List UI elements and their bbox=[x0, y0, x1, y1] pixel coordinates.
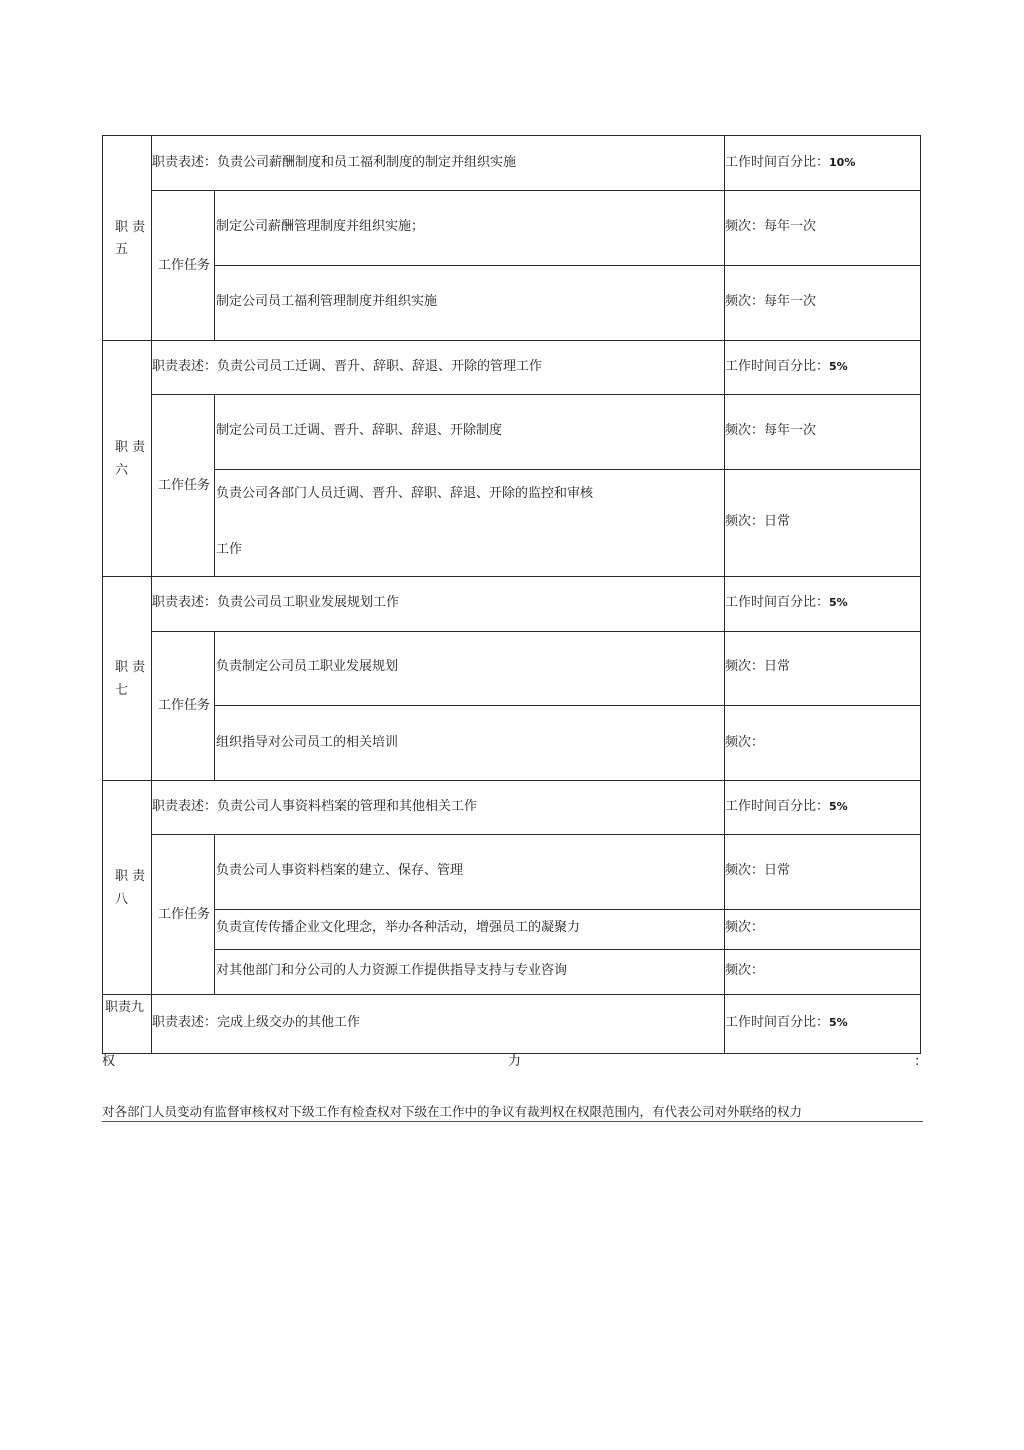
duty-6-task-2-cont: 工作 bbox=[216, 542, 243, 557]
authority-title-mid: 力 bbox=[508, 1054, 522, 1069]
duty-6-task-1-freq: 频次：每年一次 bbox=[725, 423, 817, 438]
duty-5-task-label: 工作任务 bbox=[158, 258, 211, 273]
authority-title-right: : bbox=[915, 1054, 920, 1069]
duty-8-label-top: 职 责 bbox=[115, 869, 146, 884]
duty-7-task-label: 工作任务 bbox=[158, 698, 211, 713]
authority-title-left: 权 bbox=[102, 1054, 116, 1069]
duty-7-task-1: 负责制定公司员工职业发展规划 bbox=[216, 659, 399, 674]
duty-6-task-2: 负责公司各部门人员迁调、晋升、辞职、辞退、开除的监控和审核 bbox=[216, 486, 594, 501]
duty-5-task-2-freq: 频次：每年一次 bbox=[725, 294, 817, 309]
duty-7-task-2: 组织指导对公司员工的相关培训 bbox=[216, 735, 399, 750]
duty-5-task-1: 制定公司薪酬管理制度并组织实施； bbox=[216, 219, 425, 234]
authority-text: 对各部门人员变动有监督审核权对下级工作有检查权对下级在工作中的争议有裁判权在权限范围内，有代表公司对外联络的权力 bbox=[102, 1104, 803, 1119]
duty-7-statement: 职责表述：负责公司员工职业发展规划工作 bbox=[152, 595, 400, 610]
duty-8-task-label: 工作任务 bbox=[158, 907, 211, 922]
duty-7-task-1-freq: 频次：日常 bbox=[725, 659, 791, 674]
duty-8-task-2-freq: 频次： bbox=[725, 920, 765, 935]
duty-8-task-3-freq: 频次： bbox=[725, 963, 765, 978]
duty-5-task-1-freq: 频次：每年一次 bbox=[725, 219, 817, 234]
duty-9-statement: 职责表述：完成上级交办的其他工作 bbox=[152, 1015, 361, 1030]
duty-9-label: 职责九 bbox=[105, 1000, 145, 1015]
duty-8-task-2: 负责宣传传播企业文化理念，举办各种活动，增强员工的凝聚力 bbox=[216, 920, 581, 935]
duty-6-statement: 职责表述：负责公司员工迁调、晋升、辞职、辞退、开除的管理工作 bbox=[152, 359, 543, 374]
duty-7-task-2-freq: 频次： bbox=[725, 735, 765, 750]
duty-9-time: 工作时间百分比：5% bbox=[725, 1015, 848, 1030]
duty-5-statement: 职责表述：负责公司薪酬制度和员工福利制度的制定并组织实施 bbox=[152, 155, 517, 170]
duty-6-task-2-freq: 频次：日常 bbox=[725, 514, 791, 529]
duty-8-task-3: 对其他部门和分公司的人力资源工作提供指导支持与专业咨询 bbox=[216, 963, 568, 978]
duty-6-label-top: 职 责 bbox=[115, 440, 146, 455]
duty-5-label-bottom: 五 bbox=[115, 242, 129, 257]
duty-7-time: 工作时间百分比：5% bbox=[725, 595, 848, 610]
duty-7-label-bottom: 七 bbox=[115, 683, 129, 698]
duty-7-label-top: 职 责 bbox=[115, 660, 146, 675]
duty-5-time: 工作时间百分比：10% bbox=[725, 155, 856, 170]
duty-8-label-bottom: 八 bbox=[115, 892, 129, 907]
authority-underline bbox=[102, 1121, 923, 1122]
duty-5-task-2: 制定公司员工福利管理制度并组织实施 bbox=[216, 294, 438, 309]
duty-8-task-1: 负责公司人事资料档案的建立、保存、管理 bbox=[216, 863, 464, 878]
duty-5-label-top: 职 责 bbox=[115, 220, 146, 235]
duty-6-task-1: 制定公司员工迁调、晋升、辞职、辞退、开除制度 bbox=[216, 423, 503, 438]
duty-8-task-1-freq: 频次：日常 bbox=[725, 863, 791, 878]
duty-8-statement: 职责表述：负责公司人事资料档案的管理和其他相关工作 bbox=[152, 799, 478, 814]
duty-6-time: 工作时间百分比：5% bbox=[725, 359, 848, 374]
duty-8-time: 工作时间百分比：5% bbox=[725, 799, 848, 814]
duty-6-task-label: 工作任务 bbox=[158, 478, 211, 493]
duty-6-label-bottom: 六 bbox=[115, 463, 129, 478]
